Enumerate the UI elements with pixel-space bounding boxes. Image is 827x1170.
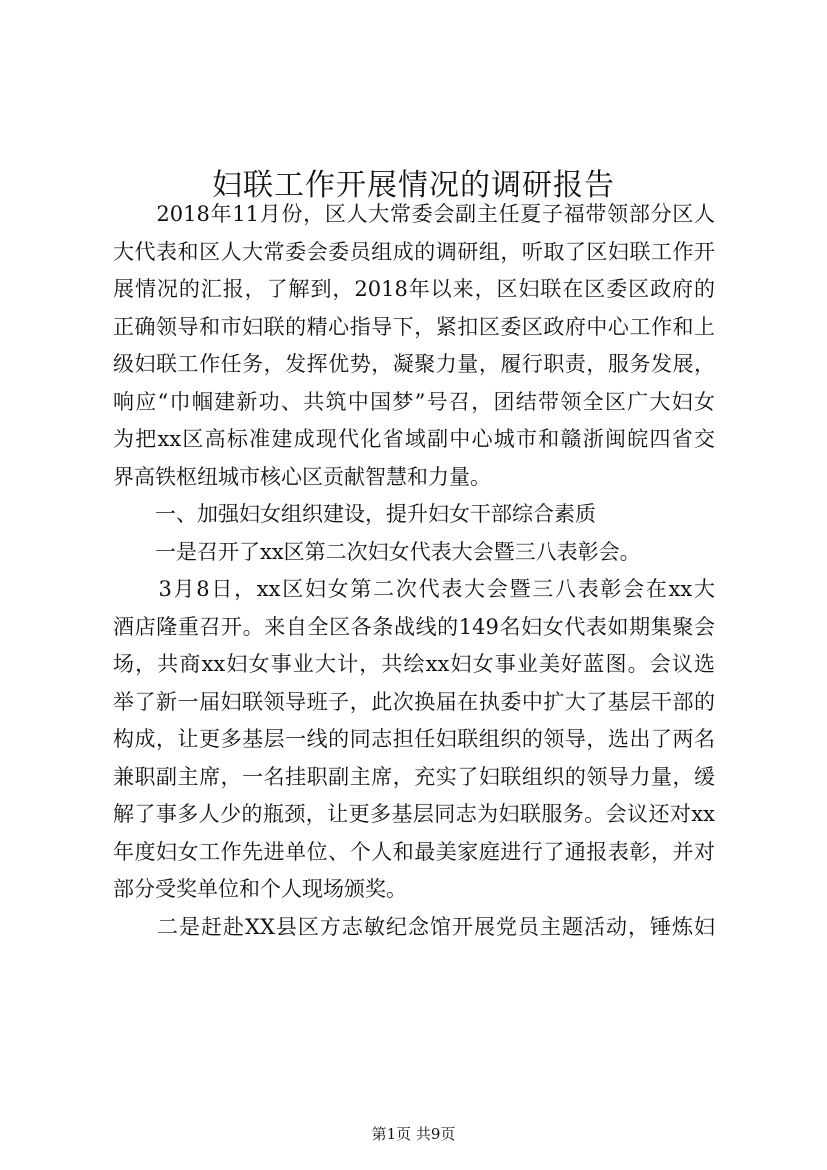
body-line: 二是赶赴XX县区方志敏纪念馆开展党员主题活动，锤炼妇 [113,914,715,939]
body-line: 场，共商xx妇女事业大计，共绘xx妇女事业美好蓝图。会议选 [113,652,715,676]
body-line: 正确领导和市妇联的精心指导下，紧扣区委区政府中心工作和上 [113,314,715,339]
body-line: 兼职副主席，一名挂职副主席，充实了妇联组织的领导力量，缓 [113,764,715,789]
body-line: 举了新一届妇联领导班子，此次换届在执委中扩大了基层干部的 [113,689,715,714]
body-line: 为把xx区高标准建成现代化省域副中心城市和赣浙闽皖四省交 [113,427,715,451]
body-line: 级妇联工作任务，发挥优势，凝聚力量，履行职责，服务发展， [113,352,715,376]
body-line: 大代表和区人大常委会委员组成的调研组，听取了区妇联工作开 [113,239,715,264]
body-line: 展情况的汇报，了解到，2018年以来，区妇联在区委区政府的 [113,277,715,301]
document-title: 妇联工作开展情况的调研报告 [212,168,615,204]
body-line: 解了事多人少的瓶颈，让更多基层同志为妇联服务。会议还对xx [113,802,715,826]
subsection-heading: 一是召开了xx区第二次妇女代表大会暨三八表彰会。 [113,539,641,564]
body-line: 2018年11月份，区人大常委会副主任夏子福带领部分区人 [113,202,715,226]
body-line: 界高铁枢纽城市核心区贡献智慧和力量。 [113,464,491,489]
page-number-footer: 第1页 共9页 [371,1125,456,1143]
body-line: 响应“巾帼建新功、共筑中国梦”号召，团结带领全区广大妇女 [113,389,715,414]
body-line: 酒店隆重召开。来自全区各条战线的149名妇女代表如期集聚会 [113,614,715,639]
body-line: 年度妇女工作先进单位、个人和最美家庭进行了通报表彰，并对 [113,839,715,864]
document-body [113,196,715,946]
section-heading: 一、加强妇女组织建设，提升妇女干部综合素质 [113,502,596,526]
body-line: 3月8日，xx区妇女第二次代表大会暨三八表彰会在xx大 [113,577,715,601]
body-line: 构成，让更多基层一线的同志担任妇联组织的领导，选出了两名 [113,727,715,751]
body-line: 部分受奖单位和个人现场颁奖。 [113,877,407,901]
